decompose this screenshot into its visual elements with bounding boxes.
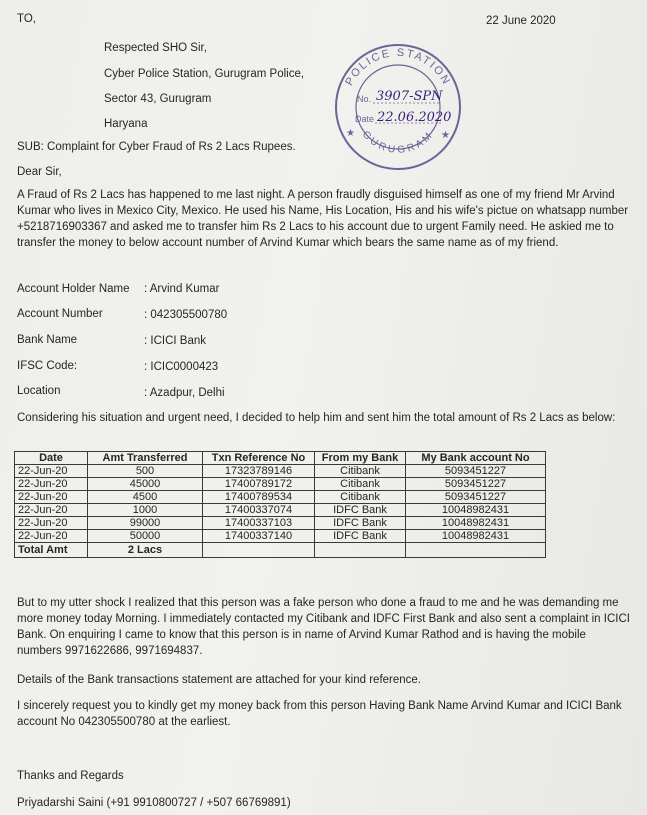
cell-reference: 17400789172 xyxy=(203,478,315,491)
cell-amount: 50000 xyxy=(88,530,203,543)
address-line: Sector 43, Gurugram xyxy=(104,93,212,105)
cell-bank: Citibank xyxy=(315,478,406,491)
paragraph-incident: A Fraud of Rs 2 Lacs has happened to me last night. A person fraudly disguised himself as one of my friend Mr Arvind Kumar who lives in Mexico City, Mexico. He used his Name, His Location, His and his wife's pictue on whatsapp number +5218716903367 and asked me to transfer him Rs 2 Lacs to his account due to urgent Family need. He askied me to transfer the money to below account number of Arvind Kumar which bears the same name as of my friend. xyxy=(17,189,629,249)
cell-date: 22-Jun-20 xyxy=(15,530,88,543)
paragraph-attachment: Details of the Bank transactions statement are attached for your kind reference. xyxy=(17,674,421,686)
total-label: Total Amt xyxy=(15,543,88,558)
column-header: Date xyxy=(15,452,88,465)
cell-amount: 45000 xyxy=(88,478,203,491)
address-line: Haryana xyxy=(104,118,148,130)
stamp-top-text: POLICE STATION xyxy=(343,46,453,88)
table-total-row xyxy=(15,543,546,558)
transactions-table xyxy=(14,451,546,558)
star-icon: ★ xyxy=(441,130,450,141)
salutation: Dear Sir, xyxy=(17,166,62,178)
cell-account: 10048982431 xyxy=(406,504,546,517)
cell-amount: 4500 xyxy=(88,491,203,504)
cell-account: 5093451227 xyxy=(406,491,546,504)
cell-reference: 17400337103 xyxy=(203,517,315,530)
to-label: TO, xyxy=(17,13,36,25)
cell-date: 22-Jun-20 xyxy=(15,517,88,530)
cell-account: 5093451227 xyxy=(406,465,546,478)
cell-account: 10048982431 xyxy=(406,530,546,543)
table-row xyxy=(15,517,546,530)
cell-bank: Citibank xyxy=(315,491,406,504)
signature: Priyadarshi Saini (+91 9910800727 / +507 66769891) xyxy=(17,797,291,809)
column-header: Amt Transferred xyxy=(88,452,203,465)
bank-name-value: : ICICI Bank xyxy=(144,335,206,347)
closing: Thanks and Regards xyxy=(17,770,124,782)
table-row xyxy=(15,504,546,517)
total-empty-cell xyxy=(406,543,546,558)
total-empty-cell xyxy=(203,543,315,558)
stamp-bottom-text: GURUGRAM xyxy=(359,129,437,156)
cell-date: 22-Jun-20 xyxy=(15,478,88,491)
stamp-handwritten-number: 3907-SPN xyxy=(376,89,443,104)
cell-amount: 500 xyxy=(88,465,203,478)
cell-bank: IDFC Bank xyxy=(315,517,406,530)
cell-reference: 17400789534 xyxy=(203,491,315,504)
cell-account: 10048982431 xyxy=(406,517,546,530)
stamp-no-label: No. xyxy=(357,94,372,104)
cell-date: 22-Jun-20 xyxy=(15,465,88,478)
table-row xyxy=(15,478,546,491)
address-line: Cyber Police Station, Gurugram Police, xyxy=(104,68,305,80)
cell-bank: Citibank xyxy=(315,465,406,478)
account-number-label: Account Number xyxy=(17,308,103,320)
star-icon: ★ xyxy=(346,128,355,139)
total-empty-cell xyxy=(315,543,406,558)
paragraph-request: I sincerely request you to kindly get my money back from this person Having Bank Name Arvind Kumar and ICICI Bank account No 042305500780 at the earliest. xyxy=(17,700,622,728)
cell-reference: 17400337074 xyxy=(203,504,315,517)
paragraph-fraud-discovery: But to my utter shock I realized that this person was a fake person who done a fraud to me and he was demanding me more money today Morning. I immediately contacted my Citibank and IDFC First Bank and also sent a complaint in ICICI Bank. On enquiring I came to know that this person is in name of Arvind Kumar Rathod and is having the mobile numbers 9971622686, 9971694837. xyxy=(17,597,630,657)
cell-date: 22-Jun-20 xyxy=(15,491,88,504)
cell-amount: 1000 xyxy=(88,504,203,517)
table-header-row xyxy=(15,452,546,465)
cell-date: 22-Jun-20 xyxy=(15,504,88,517)
ifsc-label: IFSC Code: xyxy=(17,360,78,372)
account-number-value: : 042305500780 xyxy=(144,309,228,321)
paragraph-transfer: Considering his situation and urgent need, I decided to help him and sent him the total amount of Rs 2 Lacs as below: xyxy=(17,412,616,424)
account-holder-value: : Arvind Kumar xyxy=(144,283,220,295)
subject-line: SUB: Complaint for Cyber Fraud of Rs 2 Lacs Rupees. xyxy=(17,141,296,153)
account-holder-label: Account Holder Name xyxy=(17,283,130,295)
ifsc-value: : ICIC0000423 xyxy=(144,361,219,373)
table-row xyxy=(15,465,546,478)
cell-reference: 17323789146 xyxy=(203,465,315,478)
location-value: : Azadpur, Delhi xyxy=(144,387,225,399)
column-header: My Bank account No xyxy=(406,452,546,465)
location-label: Location xyxy=(17,385,61,397)
address-line: Respected SHO Sir, xyxy=(104,42,207,54)
stamp-handwritten-date: 22.06.2020 xyxy=(377,110,452,125)
police-station-stamp xyxy=(333,42,463,172)
total-amount: 2 Lacs xyxy=(88,543,203,558)
column-header: From my Bank xyxy=(315,452,406,465)
cell-account: 5093451227 xyxy=(406,478,546,491)
cell-bank: IDFC Bank xyxy=(315,504,406,517)
column-header: Txn Reference No xyxy=(203,452,315,465)
cell-amount: 99000 xyxy=(88,517,203,530)
table-row xyxy=(15,530,546,543)
letter-date: 22 June 2020 xyxy=(486,15,556,27)
cell-reference: 17400337140 xyxy=(203,530,315,543)
stamp-date-label: Date xyxy=(355,114,375,124)
cell-bank: IDFC Bank xyxy=(315,530,406,543)
table-row xyxy=(15,491,546,504)
bank-name-label: Bank Name xyxy=(17,334,78,346)
